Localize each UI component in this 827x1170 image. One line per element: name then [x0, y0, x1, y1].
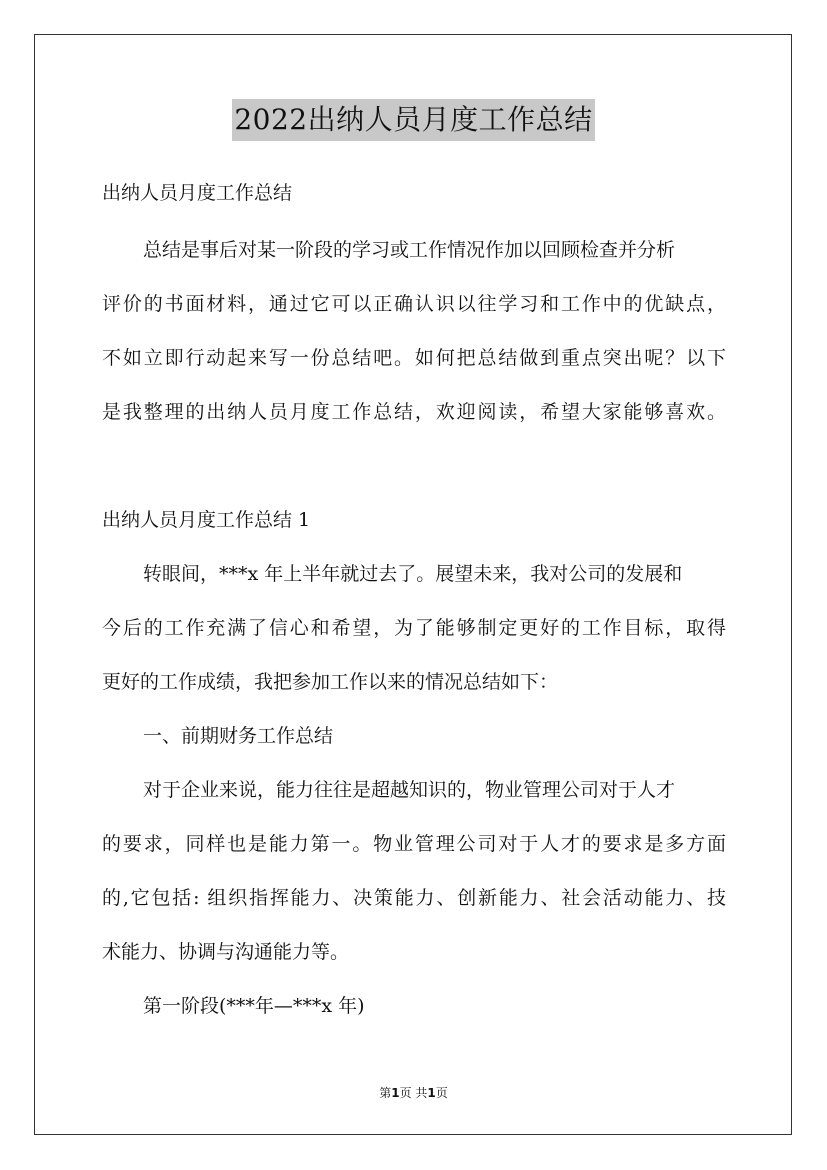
section-heading: 出纳人员月度工作总结 1	[102, 509, 311, 531]
para1-line-3: 更好的工作成绩，我把参加工作以来的情况总结如下：	[102, 671, 559, 693]
para1-line-1: 转眼间，***x 年上半年就过去了。展望未来，我对公司的发展和	[143, 563, 683, 585]
footer-suffix: 页	[435, 1086, 448, 1100]
para2-line-1: 对于企业来说，能力往往是超越知识的，物业管理公司对于人才	[143, 779, 676, 801]
intro-line-3: 不如立即行动起来写一份总结吧。如何把总结做到重点突出呢？以下	[102, 347, 726, 369]
footer-page-number: 1	[391, 1086, 400, 1100]
footer-total-pages: 1	[427, 1086, 436, 1100]
intro-line-4: 是我整理的出纳人员月度工作总结，欢迎阅读，希望大家能够喜欢。	[102, 401, 726, 423]
footer-mid: 页 共	[399, 1086, 428, 1100]
document-title: 2022出纳人员月度工作总结	[232, 99, 594, 141]
para1-line-2: 今后的工作充满了信心和希望，为了能够制定更好的工作目标，取得	[102, 617, 726, 639]
subheading: 一、前期财务工作总结	[143, 725, 334, 747]
footer-prefix: 第	[379, 1086, 392, 1100]
title-container	[0, 99, 827, 141]
para2-line-2: 的要求，同样也是能力第一。物业管理公司对于人才的要求是多方面	[102, 833, 726, 855]
stage-heading: 第一阶段(***年—***x 年)	[143, 995, 365, 1017]
intro-line-2: 评价的书面材料，通过它可以正确认识以往学习和工作中的优缺点，	[102, 293, 726, 315]
intro-line-1: 总结是事后对某一阶段的学习或工作情况作加以回顾检查并分析	[143, 239, 676, 261]
subtitle: 出纳人员月度工作总结	[102, 182, 293, 204]
para2-line-3: 的,它包括: 组织指挥能力、决策能力、创新能力、社会活动能力、技	[102, 887, 726, 909]
page-footer	[0, 1084, 827, 1101]
para2-line-4: 术能力、协调与沟通能力等。	[102, 941, 350, 963]
